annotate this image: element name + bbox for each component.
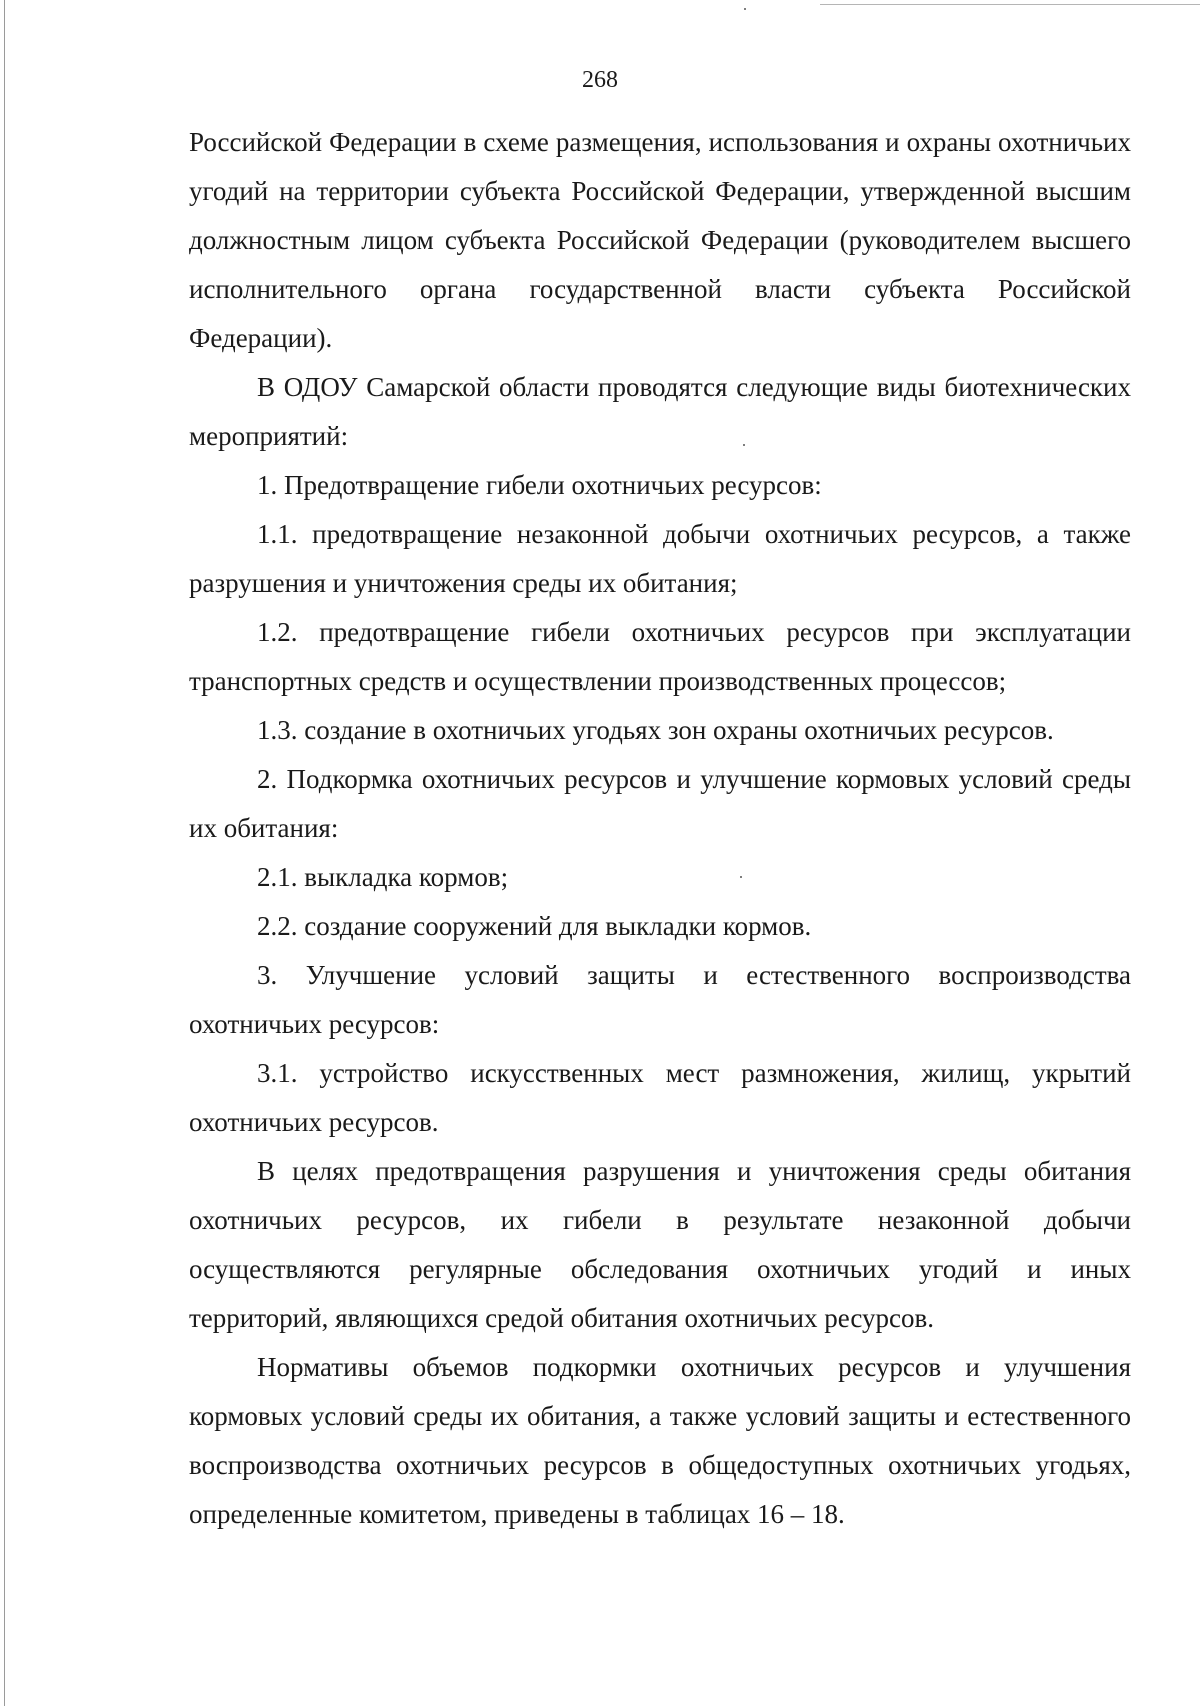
page-number: 268 (582, 67, 618, 93)
list-item-1-1: 1.1. предотвращение незаконной добычи охотничьих ресурсов, а также разрушения и уничтожения среды их обитания; (189, 519, 1131, 598)
scan-left-edge (4, 0, 5, 1706)
list-item-2: 2. Подкормка охотничьих ресурсов и улучшение кормовых условий среды их обитания: (189, 764, 1131, 843)
paragraph-measures-intro: В ОДОУ Самарской области проводятся следующие виды биотехнических мероприятий: (189, 372, 1131, 451)
list-item-1: 1. Предотвращение гибели охотничьих ресурсов: (257, 470, 822, 500)
scan-speck (743, 444, 745, 446)
scan-speck (744, 8, 746, 10)
paragraph-norms: Нормативы объемов подкормки охотничьих ресурсов и улучшения кормовых условий среды их обитания, а также условий защиты и естественного воспроизводства охотничьих ресурсов в общедоступных охотничьих угодьях, определенные комитетом, приведены в таблицах 16 – 18. (189, 1352, 1131, 1529)
list-item-1-3: 1.3. создание в охотничьих угодьях зон охраны охотничьих ресурсов. (257, 715, 1054, 745)
scan-top-line (820, 4, 1200, 5)
list-item-1-2: 1.2. предотвращение гибели охотничьих ресурсов при эксплуатации транспортных средств и осуществлении производственных процессов; (189, 617, 1131, 696)
list-item-2-1: 2.1. выкладка кормов; (257, 862, 509, 892)
paragraph-surveys: В целях предотвращения разрушения и уничтожения среды обитания охотничьих ресурсов, их гибели в результате незаконной добычи осуществляются регулярные обследования охотничьих угодий и иных территорий, являющихся средой обитания охотничьих ресурсов. (189, 1156, 1131, 1333)
paragraph-continuation: Российской Федерации в схеме размещения, использования и охраны охотничьих угодий на территории субъекта Российской Федерации, утвержденной высшим должностным лицом субъекта Российской Федерации (руководителем высшего исполнительного органа государственной власти субъекта Российской Федерации). (189, 127, 1131, 353)
list-item-3: 3. Улучшение условий защиты и естественного воспроизводства охотничьих ресурсов: (189, 960, 1131, 1039)
list-item-3-1: 3.1. устройство искусственных мест размножения, жилищ, укрытий охотничьих ресурсов. (189, 1058, 1131, 1137)
scan-speck (740, 876, 742, 878)
list-item-2-2: 2.2. создание сооружений для выкладки кормов. (257, 911, 812, 941)
document-body (189, 118, 1131, 1539)
